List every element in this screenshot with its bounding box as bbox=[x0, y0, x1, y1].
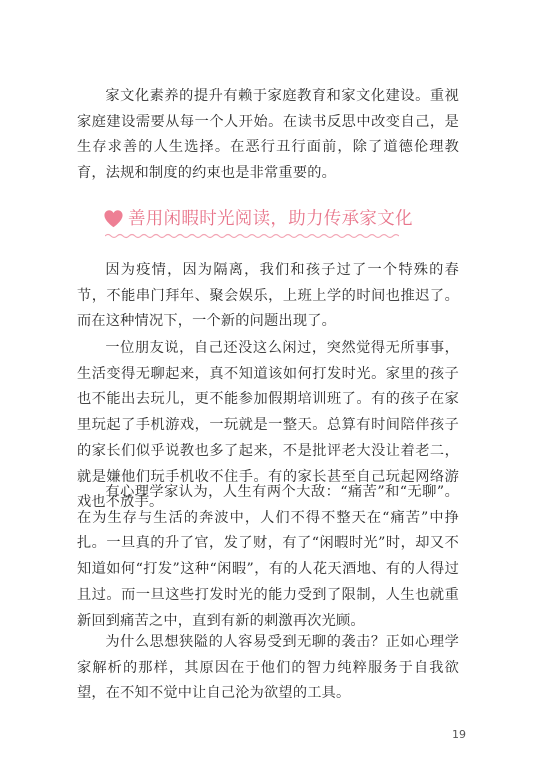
section-heading bbox=[103, 205, 413, 237]
paragraph-5: 为什么思想狭隘的人容易受到无聊的袭击？正如心理学家解析的那样，其原因在于他们的智力纯粹服务于自我欲望，在不知不觉中让自己沦为欲望的工具。 bbox=[77, 634, 459, 702]
page-number: 19 bbox=[452, 728, 466, 741]
paragraph-4: 有心理学家认为，人生有两个大敌：“痛苦”和“无聊”。在为生存与生活的奔波中，人们不得不整天在“痛苦”中挣扎。一旦真的升了官，发了财，有了“闲暇时光”时，却又不知道如何“打发”这种“闲暇”，有的人花天酒地、有的人得过且过。而一旦这些打发时光的能力受到了限制，人生也就重新回到痛苦之中，直到有新的刺激再次光顾。 bbox=[77, 484, 459, 629]
paragraph-2: 因为疫情，因为隔离，我们和孩子过了一个特殊的春节，不能串门拜年、聚会娱乐，上班上学的时间也推迟了。而在这种情况下，一个新的问题出现了。 bbox=[77, 262, 459, 330]
wavy-underline bbox=[105, 233, 399, 239]
paragraph-1: 家文化素养的提升有赖于家庭教育和家文化建设。重视家庭建设需要从每一个人开始。在读书反思中改变自己，是生存求善的人生选择。在恶行丑行面前，除了道德伦理教育，法规和制度的约束也是非常重要的。 bbox=[77, 88, 459, 182]
section-heading-text: 善用闲暇时光阅读，助力传承家文化 bbox=[128, 209, 413, 229]
heart-icon bbox=[103, 209, 124, 228]
paragraph-3: 一位朋友说，自己还没这么闲过，突然觉得无所事事，生活变得无聊起来，真不知道该如何打发时光。家里的孩子也不能出去玩儿，更不能参加假期培训班了。有的孩子在家里玩起了手机游戏，一玩就是一整天。总算有时间陪伴孩子的家长们似乎说教也多了起来，不是批评老大没让着老二，就是嫌他们玩手机收不住手。有的家长甚至自己玩起网络游戏也不放手。 bbox=[77, 340, 459, 511]
